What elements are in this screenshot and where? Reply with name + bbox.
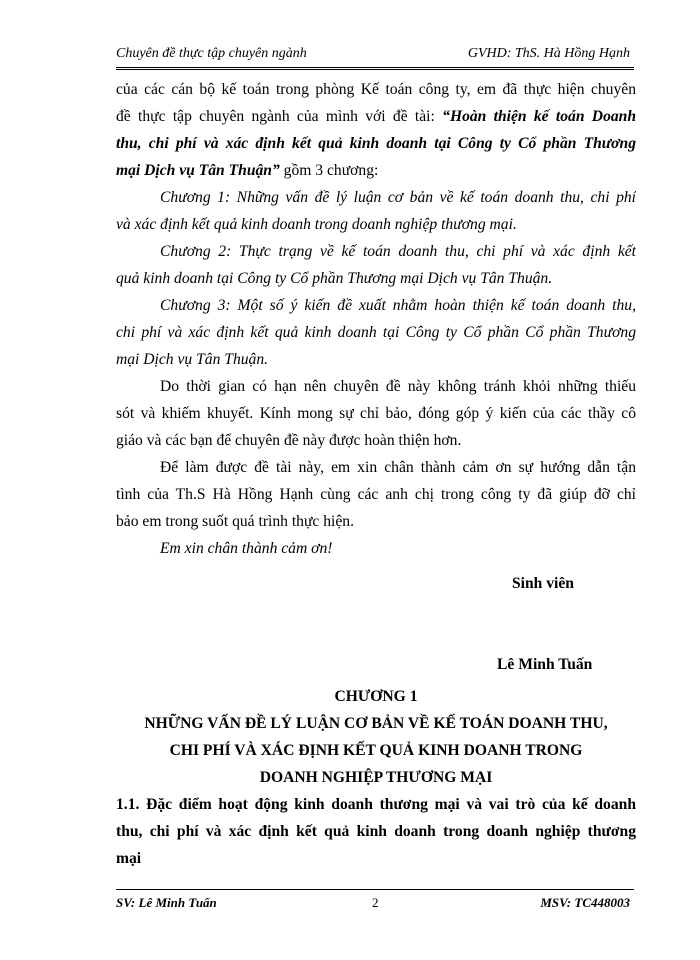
chapter-summary-line: mại Dịch vụ Tân Thuận. xyxy=(116,351,269,368)
signature-role: Sinh viên xyxy=(512,575,574,592)
chapter-title-line: DOANH NGHIỆP THƯƠNG MẠI xyxy=(259,769,493,786)
paragraph-line: tình của Th.S Hà Hồng Hạnh cùng các anh chị trong công ty đã giúp đỡ chỉ xyxy=(116,486,636,503)
chapter-summary-line: Chương 2: Thực trạng về kế toán doanh thu, chi phí và xác định kết xyxy=(160,243,636,260)
paragraph-line xyxy=(116,157,636,184)
paragraph-line: Do thời gian có hạn nên chuyên đề này không tránh khỏi những thiếu xyxy=(160,378,636,395)
page-footer xyxy=(116,895,636,915)
footer-student: SV: Lê Minh Tuấn xyxy=(116,895,217,910)
chapter-summary-line: chi phí và xác định kết quả kinh doanh tại Công ty Cổ phần Cổ phần Thương xyxy=(116,324,636,341)
chapter-number: CHƯƠNG 1 xyxy=(334,688,418,705)
page-header xyxy=(116,46,636,66)
section-heading xyxy=(116,791,636,872)
header-divider xyxy=(116,67,634,70)
chapter-summary-line: Chương 1: Những vấn đề lý luận cơ bản về kế toán doanh thu, chi phí xyxy=(160,189,636,206)
topic-title-run: mại Dịch vụ Tân Thuận” xyxy=(116,162,280,179)
chapter-summary-line: Chương 3: Một số ý kiến đề xuất nhằm hoàn thiện kế toán doanh thu, xyxy=(160,297,636,314)
paragraph-line: Để làm được đề tài này, em xin chân thành cảm ơn sự hướng dẫn tận xyxy=(160,459,636,476)
chapter-summary-line: và xác định kết quả kinh doanh trong doanh nghiệp thương mại. xyxy=(116,216,517,233)
signature-name: Lê Minh Tuấn xyxy=(497,656,593,673)
topic-title-line: thu, chi phí và xác định kết quả kinh doanh tại Công ty Cổ phần Thương xyxy=(116,135,636,152)
paragraph-line xyxy=(116,103,636,130)
header-left-text: Chuyên đề thực tập chuyên ngành xyxy=(116,46,307,61)
paragraph-line: sót và khiếm khuyết. Kính mong sự chỉ bảo, đóng góp ý kiến của các thầy cô xyxy=(116,405,636,422)
page-body xyxy=(116,76,636,562)
chapter-title-line: NHỮNG VẤN ĐỀ LÝ LUẬN CƠ BẢN VỀ KẾ TOÁN DOANH THU, xyxy=(144,715,608,732)
text-run: gồm 3 chương: xyxy=(279,162,379,179)
paragraph-line: bảo em trong suốt quá trình thực hiện. xyxy=(116,513,354,530)
section-heading-line: thu, chi phí và xác định kết quả kinh doanh trong doanh nghiệp thương xyxy=(116,823,636,840)
section-heading-line: 1.1. Đặc điểm hoạt động kinh doanh thương mại và vai trò của kế doanh xyxy=(116,796,636,813)
topic-title-run: “Hoàn thiện kế toán Doanh xyxy=(442,108,636,125)
paragraph-line: giáo và các bạn để chuyên đề này được hoàn thiện hơn. xyxy=(116,432,462,449)
thanks-line: Em xin chân thành cảm ơn! xyxy=(160,540,333,557)
page-number: 2 xyxy=(372,895,379,910)
chapter-summary-line: quả kinh doanh tại Công ty Cổ phần Thương mại Dịch vụ Tân Thuận. xyxy=(116,270,553,287)
section-heading-line: mại xyxy=(116,850,142,867)
footer-student-id: MSV: TC448003 xyxy=(540,895,630,910)
chapter-title-line: CHI PHÍ VÀ XÁC ĐỊNH KẾT QUẢ KINH DOANH TRONG xyxy=(169,742,583,759)
footer-divider xyxy=(116,889,634,890)
paragraph-line: của các cán bộ kế toán trong phòng Kế toán công ty, em đã thực hiện chuyên xyxy=(116,81,636,98)
header-right-text: GVHD: ThS. Hà Hồng Hạnh xyxy=(467,46,630,61)
text-run: đề thực tập chuyên ngành của mình với đề tài: xyxy=(116,108,443,125)
